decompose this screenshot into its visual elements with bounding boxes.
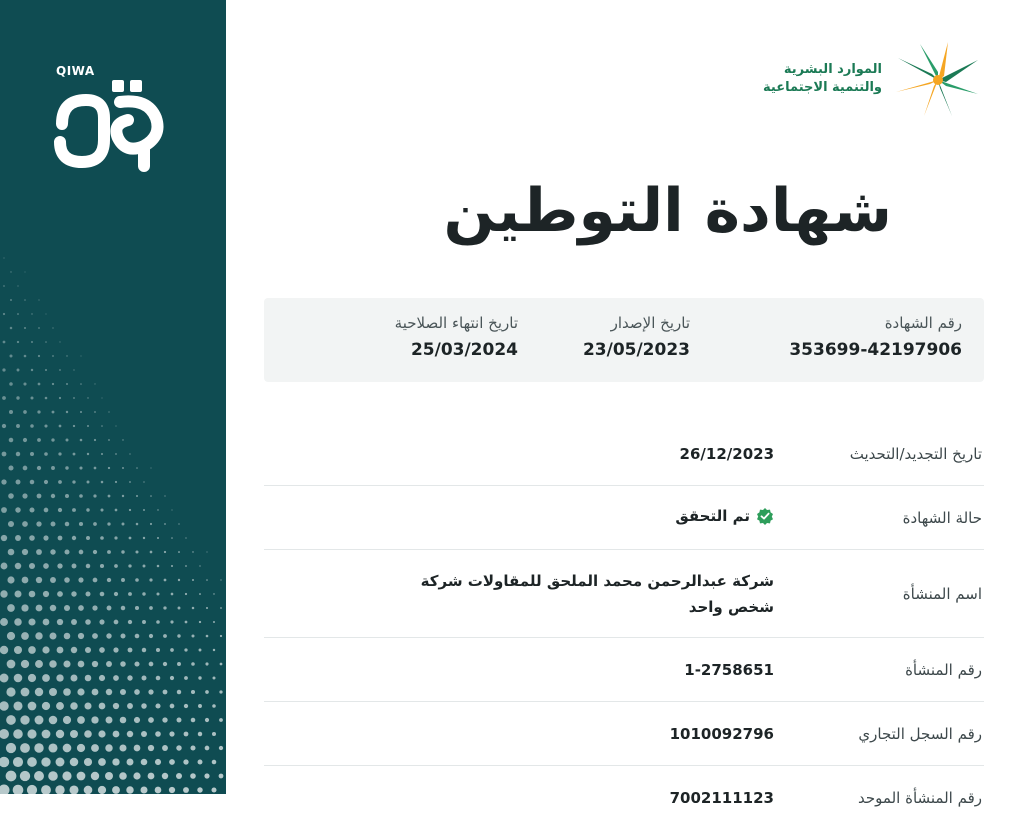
qiwa-latin-label: QIWA [56,64,95,78]
detail-value: 1-2758651 [684,660,774,679]
page-title: شهادة التوطين [443,176,892,246]
detail-label: تاريخ التجديد/التحديث [849,444,982,463]
detail-value: 26/12/2023 [679,444,774,463]
detail-row-commercial-register [264,702,984,766]
detail-row-establishment-name [264,550,984,638]
expiry-date-value: 25/03/2024 [410,340,518,360]
detail-row-establishment-number [264,638,984,702]
ministry-name-line2: والتنمية الاجتماعية [763,80,882,95]
detail-value: 7002111123 [669,789,774,807]
ministry-star-icon [892,40,984,118]
detail-label: اسم المنشأة [902,584,982,603]
detail-label: حالة الشهادة [902,508,982,527]
detail-label: رقم المنشأة [905,660,982,679]
expiry-date-block [395,314,518,360]
verified-badge [675,503,774,529]
expiry-date-label: تاريخ انتهاء الصلاحية [394,314,518,332]
detail-label: رقم المنشأة الموحد [858,789,982,807]
ministry-logo [763,40,984,118]
issue-date-value: 23/05/2023 [582,340,690,360]
issue-date-block [583,314,690,360]
detail-value: 1010092796 [669,724,774,743]
verified-check-icon [756,507,774,525]
ministry-name-line1: الموارد البشرية [783,62,882,77]
issue-date-label: تاريخ الإصدار [610,314,690,332]
ministry-name [763,61,882,97]
summary-box [264,298,984,382]
detail-label: رقم السجل التجاري [858,724,982,743]
detail-row-unified-number [264,766,984,830]
details-list [264,422,984,830]
certificate-number-label: رقم الشهادة [884,314,962,332]
sidebar-band [0,0,226,794]
status-text: تم التحقق [675,506,750,525]
qiwa-logo [52,62,176,172]
certificate-number-value: 353699-42197906 [789,340,962,360]
detail-value: شركة عبدالرحمن محمد الملحق للمقاولات شركة شخص واحد [420,571,774,616]
detail-value-status [394,503,774,533]
certificate-number-block [789,314,962,360]
detail-row-renewal-date [264,422,984,486]
detail-row-status [264,486,984,550]
